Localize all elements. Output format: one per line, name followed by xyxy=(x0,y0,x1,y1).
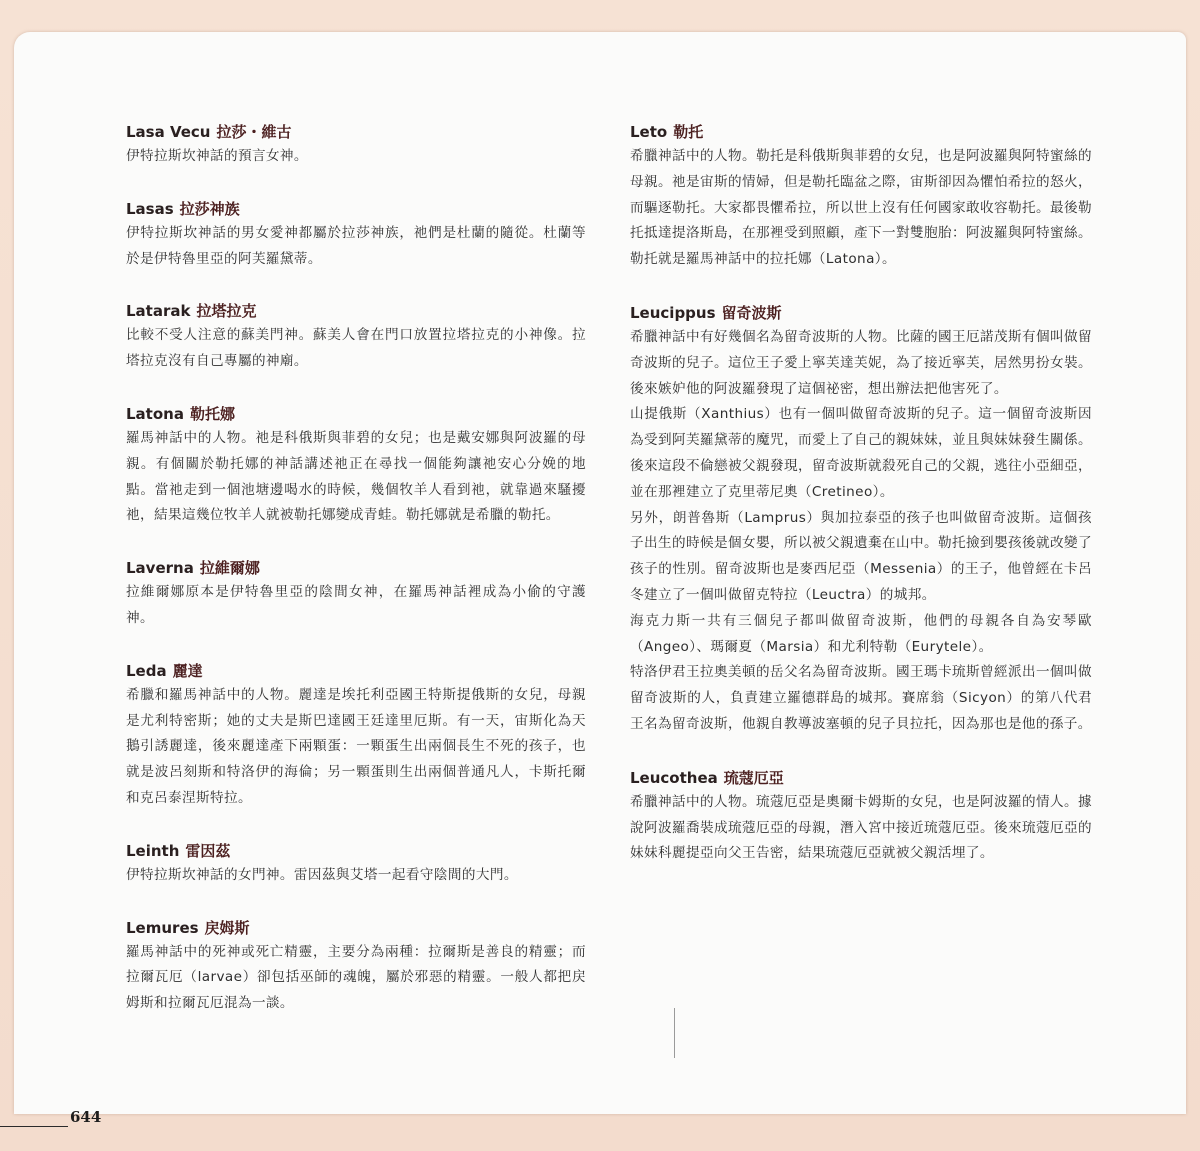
entry-title xyxy=(630,301,1092,325)
entry-paragraph: 拉維爾娜原本是伊特魯里亞的陰間女神，在羅馬神話裡成為小偷的守護神。 xyxy=(126,584,586,626)
entry-cjk-name: 雷因茲 xyxy=(185,841,231,860)
entry-latona xyxy=(126,402,586,529)
entry-cjk-name: 拉莎神族 xyxy=(179,199,240,218)
page-folio xyxy=(0,1108,110,1130)
page-number: 644 xyxy=(70,1108,102,1126)
left-column xyxy=(126,120,586,1017)
entry-latin-name: Lasa Vecu xyxy=(126,123,211,141)
pen-mark xyxy=(674,1008,675,1058)
entry-title xyxy=(126,916,586,940)
entry-body xyxy=(126,940,586,1017)
entry-paragraph: 希臘和羅馬神話中的人物。麗達是埃托利亞國王特斯提俄斯的女兒，母親是尤利特密斯；她的丈夫是斯巴達國王廷達里厄斯。有一天，宙斯化為天鵝引誘麗達，後來麗達產下兩顆蛋：一顆蛋生出兩個長生不死的孩子，也就是波呂刻斯和特洛伊的海倫；另一顆蛋則生出兩個普通凡人，卡斯托爾和克呂泰涅斯特拉。 xyxy=(126,686,586,806)
entry-latin-name: Leucippus xyxy=(630,303,716,322)
entry-title xyxy=(126,659,586,683)
entry-title xyxy=(630,120,1092,144)
entry-cjk-name: 勒托娜 xyxy=(189,404,235,423)
entry-title xyxy=(126,299,586,323)
entry-leucippus xyxy=(630,301,1092,738)
entry-cjk-name: 拉塔拉克 xyxy=(196,302,257,321)
entry-latin-name: Latona xyxy=(126,404,184,423)
entry-body xyxy=(126,580,586,632)
folio-rule xyxy=(0,1126,68,1127)
entry-cjk-name: 留奇波斯 xyxy=(721,303,782,322)
entry-paragraph: 羅馬神話中的人物。祂是科俄斯與菲碧的女兒；也是戴安娜與阿波羅的母親。有個關於勒托娜的神話講述祂正在尋找一個能夠讓祂安心分娩的地點。當祂走到一個池塘邊喝水的時候，幾個牧羊人看到祂，就靠過來騷擾祂，結果這幾位牧羊人就被勒托娜變成青蛙。勒托娜就是希臘的勒托。 xyxy=(126,429,586,524)
entry-cjk-name: 琉蔻厄亞 xyxy=(723,768,784,787)
entry-leda xyxy=(126,659,586,812)
entry-body xyxy=(630,790,1092,867)
entry-paragraph: 伊特拉斯坎神話的男女愛神都屬於拉莎神族，祂們是杜蘭的隨從。杜蘭等於是伊特魯里亞的阿芙羅黛蒂。 xyxy=(126,224,586,267)
entry-title xyxy=(126,556,586,580)
entry-paragraph: 海克力斯一共有三個兒子都叫做留奇波斯，他們的母親各自為安琴歐（Angeo）、瑪爾夏（Marsia）和尤利特勒（Eurytele）。 xyxy=(630,612,1092,655)
entry-cjk-name: 拉莎・維古 xyxy=(216,123,292,141)
entry-cjk-name: 戻姆斯 xyxy=(204,918,250,937)
entry-leinth xyxy=(126,839,586,889)
entry-paragraph: 希臘神話中有好幾個名為留奇波斯的人物。比薩的國王厄諾茂斯有個叫做留奇波斯的兒子。這位王子愛上寧芙達芙妮，為了接近寧芙，居然男扮女裝。後來嫉妒他的阿波羅發現了這個祕密，想出辦法把他害死了。 xyxy=(630,328,1092,397)
entry-paragraph: 另外，朗普魯斯（Lamprus）與加拉泰亞的孩子也叫做留奇波斯。這個孩子出生的時候是個女嬰，所以被父親遺棄在山中。勒托撿到嬰孩後就改變了孩子的性別。留奇波斯也是麥西尼亞（Messenia）的王子，他曾經在卡呂冬建立了一個叫做留克特拉（Leuctra）的城邦。 xyxy=(630,509,1092,603)
entry-leucothea xyxy=(630,766,1092,867)
book-page xyxy=(14,32,1186,1114)
entry-latin-name: Leinth xyxy=(126,841,180,860)
entry-title xyxy=(126,402,586,426)
entry-body xyxy=(126,323,586,375)
entry-laverna xyxy=(126,556,586,632)
entry-paragraph: 比較不受人注意的蘇美門神。蘇美人會在門口放置拉塔拉克的小神像。拉塔拉克沒有自己專屬的神廟。 xyxy=(126,327,586,370)
entry-title xyxy=(630,766,1092,790)
entry-latin-name: Lasas xyxy=(126,199,174,218)
entry-latin-name: Latarak xyxy=(126,302,191,321)
entry-body xyxy=(126,426,586,529)
entry-paragraph: 伊特拉斯坎神話的預言女神。 xyxy=(126,148,308,164)
entry-paragraph: 希臘神話中的人物。勒托是科俄斯與菲碧的女兒，也是阿波羅與阿特蜜絲的母親。祂是宙斯的情婦，但是勒托臨盆之際，宙斯卻因為懼怕希拉的怒火，而驅逐勒托。大家都畏懼希拉，所以世上沒有任何國家敢收容勒托。最後勒托抵達提洛斯島，在那裡受到照顧，產下一對雙胞胎：阿波羅與阿特蜜絲。勒托就是羅馬神話中的拉托娜（Latona）。 xyxy=(630,148,1092,268)
entry-cjk-name: 勒托 xyxy=(673,123,704,141)
entry-latin-name: Leda xyxy=(126,661,167,680)
entry-cjk-name: 麗達 xyxy=(172,661,203,680)
entry-latin-name: Laverna xyxy=(126,559,194,578)
entry-body xyxy=(126,144,586,170)
entry-paragraph: 希臘神話中的人物。琉蔻厄亞是奧爾卡姆斯的女兒，也是阿波羅的情人。據說阿波羅喬裝成琉蔻厄亞的母親，潛入宮中接近琉蔻厄亞。後來琉蔻厄亞的妹妹科麗提亞向父王告密，結果琉蔻厄亞就被父親活埋了。 xyxy=(630,793,1092,862)
entry-paragraph: 山提俄斯（Xanthius）也有一個叫做留奇波斯的兒子。這一個留奇波斯因為受到阿芙羅黛蒂的魔咒，而愛上了自己的親妹妹，並且與妹妹發生關係。後來這段不倫戀被父親發現，留奇波斯就殺死自己的父親，逃往小亞細亞，並在那裡建立了克里蒂尼奧（Cretineo）。 xyxy=(630,406,1092,500)
entry-body xyxy=(126,683,586,812)
entry-title xyxy=(126,839,586,863)
entry-body xyxy=(630,144,1092,273)
entry-title xyxy=(126,120,586,144)
entry-lasas xyxy=(126,197,586,273)
entry-cjk-name: 拉維爾娜 xyxy=(199,559,260,578)
entry-body xyxy=(126,863,586,889)
entry-latarak xyxy=(126,299,586,375)
right-column xyxy=(630,120,1092,867)
entry-latin-name: Lemures xyxy=(126,918,199,937)
entry-latin-name: Leto xyxy=(630,123,668,141)
entry-title xyxy=(126,197,586,221)
entry-latin-name: Leucothea xyxy=(630,768,718,787)
entry-paragraph: 羅馬神話中的死神或死亡精靈，主要分為兩種：拉爾斯是善良的精靈；而拉爾瓦厄（larvae）卻包括巫師的魂魄，屬於邪惡的精靈。一般人都把戻姆斯和拉爾瓦厄混為一談。 xyxy=(126,943,586,1012)
entry-lemures xyxy=(126,916,586,1017)
entry-leto xyxy=(630,120,1092,273)
entry-lasa-vecu xyxy=(126,120,586,170)
entry-body xyxy=(630,325,1092,738)
entry-paragraph: 伊特拉斯坎神話的女門神。雷因茲與艾塔一起看守陰間的大門。 xyxy=(126,866,518,883)
entry-body xyxy=(126,221,586,273)
entry-paragraph: 特洛伊君王拉奧美頓的岳父名為留奇波斯。國王瑪卡琉斯曾經派出一個叫做留奇波斯的人，負責建立羅德群島的城邦。賽席翁（Sicyon）的第八代君王名為留奇波斯，他親自教導波塞頓的兒子貝拉托，因為那也是他的孫子。 xyxy=(630,664,1092,732)
